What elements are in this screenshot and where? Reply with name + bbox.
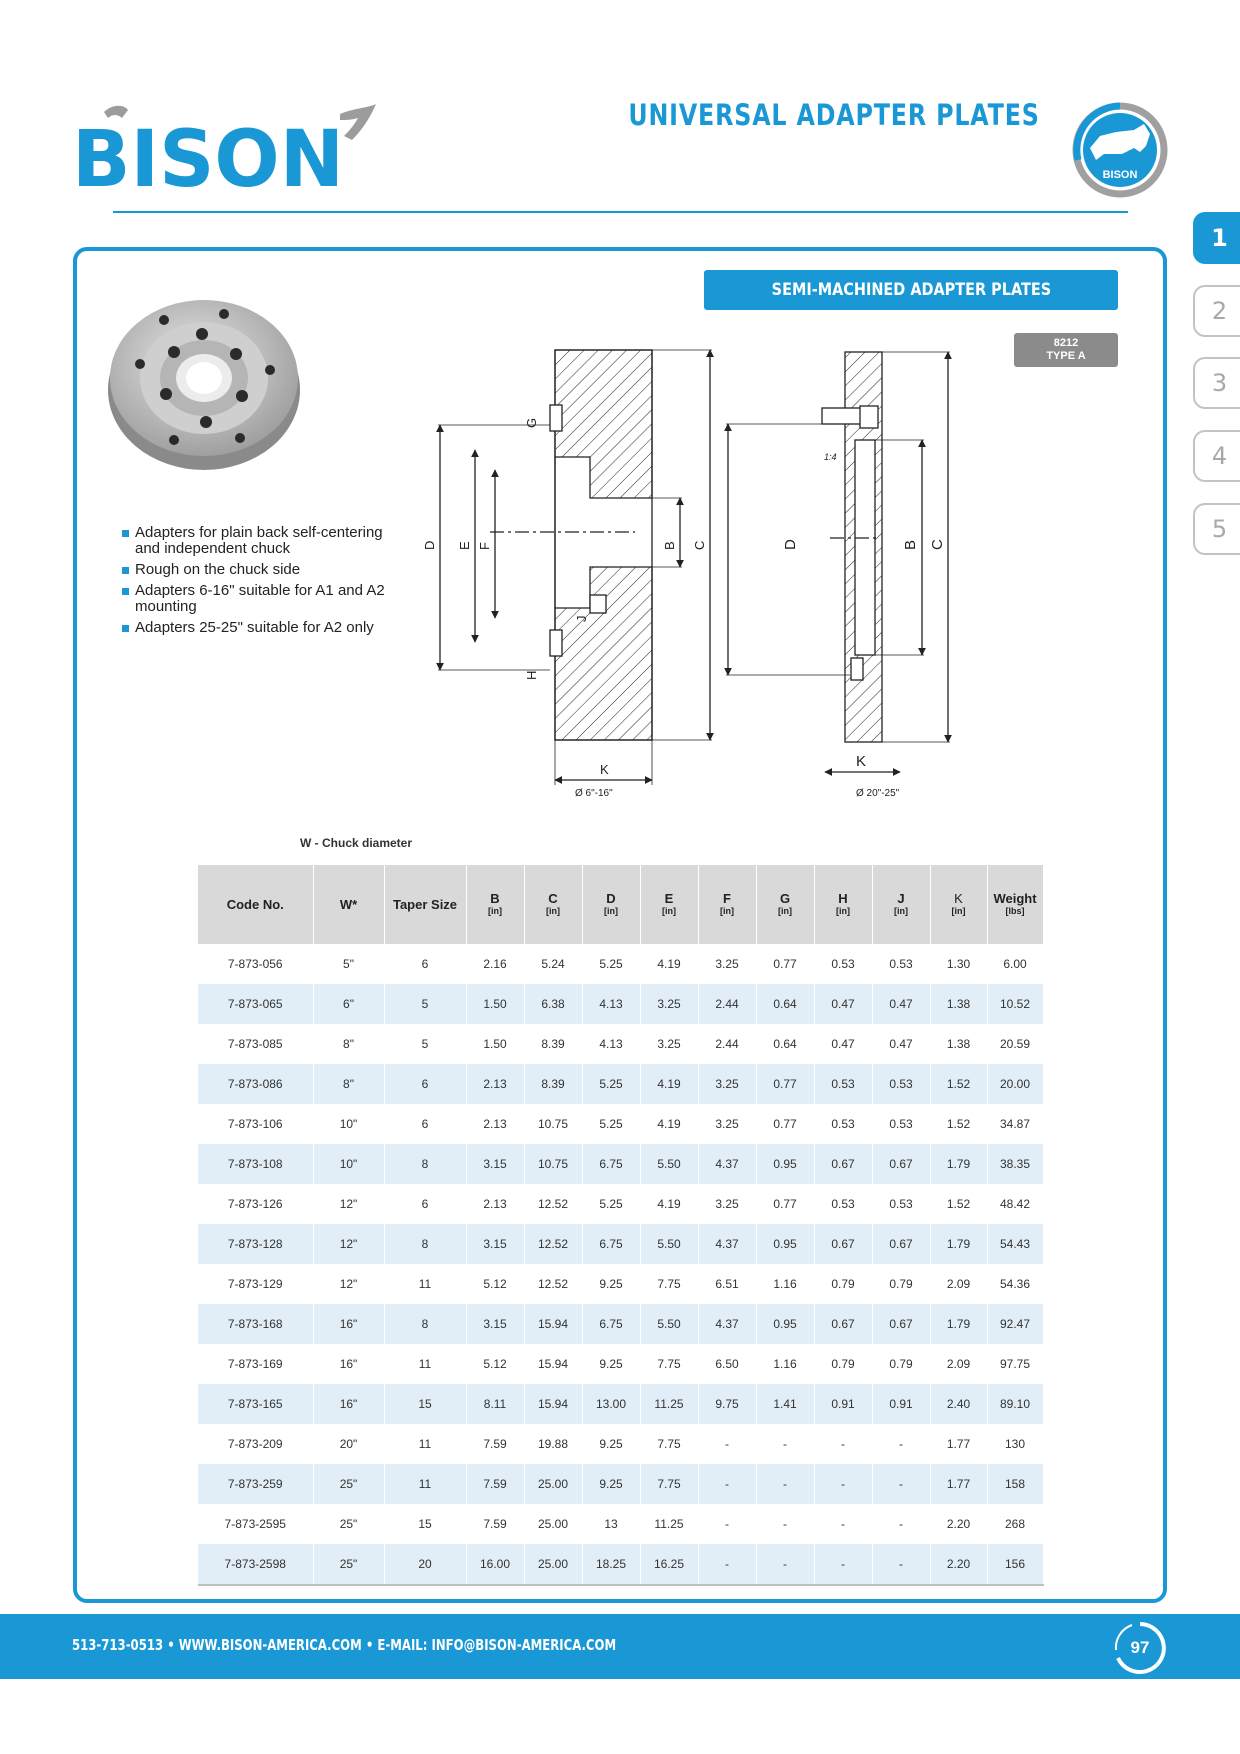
table-cell: - (756, 1544, 814, 1585)
table-cell: 0.91 (872, 1384, 930, 1424)
table-cell: 1.79 (930, 1224, 987, 1264)
table-cell: 0.53 (872, 1104, 930, 1144)
table-cell: 25" (313, 1504, 384, 1544)
table-cell: 15 (384, 1384, 466, 1424)
table-cell: 6 (384, 1104, 466, 1144)
table-cell: 9.25 (582, 1344, 640, 1384)
table-cell: 0.67 (872, 1224, 930, 1264)
table-cell: 3.15 (466, 1224, 524, 1264)
table-cell: 12" (313, 1184, 384, 1224)
table-row (198, 1264, 1043, 1304)
table-cell: 6.50 (698, 1344, 756, 1384)
table-cell: 5.25 (582, 1064, 640, 1104)
table-cell: - (814, 1424, 872, 1464)
table-cell: 2.13 (466, 1184, 524, 1224)
table-cell: 11 (384, 1464, 466, 1504)
table-cell: 54.36 (987, 1264, 1043, 1304)
table-cell: 12.52 (524, 1264, 582, 1304)
svg-text:Ø 20"-25": Ø 20"-25" (856, 788, 900, 799)
table-cell: 54.43 (987, 1224, 1043, 1264)
feature-item: Adapters for plain back self-centering and independent chuck (120, 525, 400, 557)
table-cell: - (872, 1424, 930, 1464)
table-cell: - (698, 1544, 756, 1585)
table-cell: 1.30 (930, 944, 987, 984)
table-cell: 3.15 (466, 1144, 524, 1184)
table-cell: 1.50 (466, 984, 524, 1024)
svg-text:J: J (574, 615, 589, 622)
table-cell: 16" (313, 1384, 384, 1424)
table-cell: 7.75 (640, 1424, 698, 1464)
svg-text:C: C (692, 540, 707, 550)
table-cell: 0.64 (756, 984, 814, 1024)
table-cell: 7-873-085 (198, 1024, 313, 1064)
table-cell: 5.25 (582, 1184, 640, 1224)
table-cell: 4.19 (640, 1184, 698, 1224)
table-header-row (198, 865, 1043, 944)
table-cell: 2.20 (930, 1504, 987, 1544)
table-cell: - (872, 1464, 930, 1504)
header-g: G [in] (756, 865, 814, 944)
table-cell: 1.16 (756, 1344, 814, 1384)
table-cell: 0.77 (756, 1064, 814, 1104)
table-cell: 8 (384, 1224, 466, 1264)
table-cell: 5" (313, 944, 384, 984)
table-cell: 5 (384, 1024, 466, 1064)
table-cell: 48.42 (987, 1184, 1043, 1224)
table-cell: 20" (313, 1424, 384, 1464)
table-cell: 11.25 (640, 1504, 698, 1544)
table-cell: 3.25 (698, 1064, 756, 1104)
table-cell: 8 (384, 1304, 466, 1344)
table-cell: 1.50 (466, 1024, 524, 1064)
table-cell: 2.09 (930, 1344, 987, 1384)
table-cell: 2.13 (466, 1064, 524, 1104)
table-cell: 0.67 (814, 1144, 872, 1184)
type-badge (1014, 333, 1118, 367)
table-cell: 5.12 (466, 1344, 524, 1384)
table-cell: 11 (384, 1424, 466, 1464)
table-row (198, 1064, 1043, 1104)
table-cell: 8" (313, 1024, 384, 1064)
table-cell: 5.25 (582, 1104, 640, 1144)
table-cell: 6 (384, 944, 466, 984)
table-cell: 0.91 (814, 1384, 872, 1424)
svg-text:B: B (902, 539, 919, 550)
table-cell: 7-873-106 (198, 1104, 313, 1144)
table-cell: 9.25 (582, 1424, 640, 1464)
table-cell: - (698, 1424, 756, 1464)
table-cell: 268 (987, 1504, 1043, 1544)
table-cell: 15.94 (524, 1304, 582, 1344)
header-b: B [in] (466, 865, 524, 944)
table-cell: 4.37 (698, 1224, 756, 1264)
table-cell: 15.94 (524, 1344, 582, 1384)
table-cell: 1.77 (930, 1464, 987, 1504)
table-cell: 25" (313, 1544, 384, 1585)
table-cell: 25.00 (524, 1544, 582, 1585)
table-cell: 0.77 (756, 944, 814, 984)
table-cell: 1.38 (930, 1024, 987, 1064)
table-cell: 0.64 (756, 1024, 814, 1064)
svg-text:H: H (524, 670, 539, 680)
table-cell: 8.39 (524, 1024, 582, 1064)
table-cell: 5.50 (640, 1224, 698, 1264)
table-cell: 0.79 (872, 1264, 930, 1304)
table-cell: 12" (313, 1264, 384, 1304)
table-cell: 4.19 (640, 1064, 698, 1104)
table-cell: 158 (987, 1464, 1043, 1504)
table-cell: 7-873-126 (198, 1184, 313, 1224)
table-cell: 7.59 (466, 1504, 524, 1544)
table-row (198, 1024, 1043, 1064)
svg-text:F: F (477, 542, 492, 550)
table-cell: 16" (313, 1304, 384, 1344)
feature-item: Adapters 6-16" suitable for A1 and A2 mounting (120, 583, 400, 615)
table-cell: 0.47 (872, 1024, 930, 1064)
table-cell: 13.00 (582, 1384, 640, 1424)
table-cell: 0.95 (756, 1144, 814, 1184)
table-cell: 0.95 (756, 1224, 814, 1264)
table-cell: 3.25 (640, 984, 698, 1024)
table-cell: - (756, 1464, 814, 1504)
table-cell: 11 (384, 1344, 466, 1384)
table-cell: 15.94 (524, 1384, 582, 1424)
table-cell: 4.13 (582, 1024, 640, 1064)
table-cell: - (756, 1424, 814, 1464)
table-row (198, 944, 1043, 984)
table-note: W - Chuck diameter (300, 836, 413, 850)
table-cell: 6 (384, 1184, 466, 1224)
bison-badge-icon (1070, 100, 1170, 200)
table-cell: 1.52 (930, 1064, 987, 1104)
table-row (198, 1544, 1043, 1585)
side-tab-4[interactable]: 4 (1193, 430, 1240, 482)
table-cell: 4.19 (640, 1104, 698, 1144)
table-cell: 0.53 (814, 1104, 872, 1144)
svg-text:B: B (662, 541, 677, 550)
table-cell: 7-873-259 (198, 1464, 313, 1504)
table-cell: 19.88 (524, 1424, 582, 1464)
table-cell: 7-873-086 (198, 1064, 313, 1104)
table-cell: - (756, 1504, 814, 1544)
table-cell: 0.53 (814, 944, 872, 984)
table-cell: 1.38 (930, 984, 987, 1024)
table-cell: 20.59 (987, 1024, 1043, 1064)
table-cell: 10" (313, 1104, 384, 1144)
table-row (198, 1184, 1043, 1224)
feature-item: Adapters 25-25" suitable for A2 only (120, 620, 400, 636)
svg-text:BISON: BISON (1102, 169, 1138, 181)
feature-item: Rough on the chuck side (120, 562, 400, 578)
table-cell: 2.20 (930, 1544, 987, 1585)
svg-text:C: C (929, 539, 946, 550)
table-row (198, 1344, 1043, 1384)
table-body (198, 944, 1043, 1585)
table-cell: 1.41 (756, 1384, 814, 1424)
table-cell: 10.52 (987, 984, 1043, 1024)
technical-drawing (410, 340, 980, 810)
table-cell: 0.47 (814, 1024, 872, 1064)
table-cell: 2.09 (930, 1264, 987, 1304)
table-cell: 3.25 (698, 1104, 756, 1144)
svg-text:D: D (782, 539, 799, 550)
page-number: 97 (1130, 1638, 1150, 1657)
table-cell: 3.25 (698, 1184, 756, 1224)
table-cell: 6 (384, 1064, 466, 1104)
table-cell: 156 (987, 1544, 1043, 1585)
table-row (198, 1144, 1043, 1184)
table-cell: 7-873-056 (198, 944, 313, 984)
type-code: 8212 (1053, 337, 1079, 349)
table-cell: 0.53 (814, 1064, 872, 1104)
table-cell: 0.67 (872, 1144, 930, 1184)
table-cell: 10.75 (524, 1104, 582, 1144)
table-cell: 5.24 (524, 944, 582, 984)
svg-text:1:4: 1:4 (824, 452, 837, 462)
table-cell: 1.79 (930, 1304, 987, 1344)
table-cell: 1.77 (930, 1424, 987, 1464)
table-cell: 0.95 (756, 1304, 814, 1344)
table-cell: 7.75 (640, 1344, 698, 1384)
table-cell: 6.75 (582, 1304, 640, 1344)
svg-text:K: K (600, 762, 609, 777)
header-c: C [in] (524, 865, 582, 944)
svg-text:Ø 6"-16": Ø 6"-16" (575, 788, 613, 799)
table-cell: 25.00 (524, 1504, 582, 1544)
table-cell: 0.67 (872, 1304, 930, 1344)
table-cell: 9.25 (582, 1264, 640, 1304)
table-cell: 20 (384, 1544, 466, 1585)
table-cell: 25.00 (524, 1464, 582, 1504)
table-cell: 2.16 (466, 944, 524, 984)
table-cell: 2.13 (466, 1104, 524, 1144)
table-cell: - (814, 1544, 872, 1585)
table-cell: 2.44 (698, 1024, 756, 1064)
table-cell: 7-873-128 (198, 1224, 313, 1264)
bison-logo (72, 104, 382, 194)
table-cell: 18.25 (582, 1544, 640, 1585)
table-cell: 5.25 (582, 944, 640, 984)
table-row (198, 1504, 1043, 1544)
table-cell: 12" (313, 1224, 384, 1264)
table-cell: - (814, 1504, 872, 1544)
side-tab-2[interactable]: 2 (1193, 285, 1240, 337)
table-cell: 7-873-2595 (198, 1504, 313, 1544)
table-cell: 1.16 (756, 1264, 814, 1304)
table-cell: 10" (313, 1144, 384, 1184)
table-cell: 5.50 (640, 1304, 698, 1344)
table-cell: 7.75 (640, 1464, 698, 1504)
table-cell: 5 (384, 984, 466, 1024)
table-cell: 97.75 (987, 1344, 1043, 1384)
table-cell: 10.75 (524, 1144, 582, 1184)
table-cell: 16" (313, 1344, 384, 1384)
table-cell: 7.59 (466, 1464, 524, 1504)
table-cell: 92.47 (987, 1304, 1043, 1344)
header-rule (113, 211, 1128, 213)
table-cell: 7-873-065 (198, 984, 313, 1024)
table-cell: 0.77 (756, 1104, 814, 1144)
table-cell: 6.75 (582, 1144, 640, 1184)
page-title: UNIVERSAL ADAPTER PLATES (628, 98, 1040, 132)
table-cell: 1.79 (930, 1144, 987, 1184)
header-h: H [in] (814, 865, 872, 944)
table-cell: 7-873-209 (198, 1424, 313, 1464)
section-20-25 (726, 352, 950, 772)
side-tab-1[interactable]: 1 (1193, 212, 1240, 264)
table-cell: 4.13 (582, 984, 640, 1024)
table-cell: 1.52 (930, 1104, 987, 1144)
table-row (198, 1224, 1043, 1264)
table-cell: 8.11 (466, 1384, 524, 1424)
table-cell: - (872, 1504, 930, 1544)
header-e: E [in] (640, 865, 698, 944)
header-f: F [in] (698, 865, 756, 944)
table-cell: 8 (384, 1144, 466, 1184)
table-cell: 0.53 (814, 1184, 872, 1224)
table-cell: 20.00 (987, 1064, 1043, 1104)
table-cell: 3.15 (466, 1304, 524, 1344)
side-tab-3[interactable]: 3 (1193, 357, 1240, 409)
table-cell: 0.79 (814, 1264, 872, 1304)
header-j: J [in] (872, 865, 930, 944)
svg-text:G: G (524, 417, 539, 428)
table-cell: 9.75 (698, 1384, 756, 1424)
table-cell: 0.53 (872, 944, 930, 984)
footer-contact: 513-713-0513 • WWW.BISON-AMERICA.COM • E-MAIL: INFO@BISON-AMERICA.COM (72, 1636, 617, 1654)
table-cell: - (698, 1464, 756, 1504)
table-row (198, 1464, 1043, 1504)
table-cell: 7.75 (640, 1264, 698, 1304)
table-cell: 25" (313, 1464, 384, 1504)
svg-text:K: K (856, 753, 867, 770)
table-cell: 89.10 (987, 1384, 1043, 1424)
table-row (198, 1384, 1043, 1424)
table-cell: 0.67 (814, 1304, 872, 1344)
table-cell: 8.39 (524, 1064, 582, 1104)
table-cell: 6.00 (987, 944, 1043, 984)
table-cell: 4.19 (640, 944, 698, 984)
table-cell: - (698, 1504, 756, 1544)
table-cell: 0.79 (872, 1344, 930, 1384)
table-cell: 11 (384, 1264, 466, 1304)
table-cell: 13 (582, 1504, 640, 1544)
table-cell: 7-873-2598 (198, 1544, 313, 1585)
table-cell: 0.53 (872, 1064, 930, 1104)
table-cell: 38.35 (987, 1144, 1043, 1184)
table-cell: 11.25 (640, 1384, 698, 1424)
table-cell: 0.53 (872, 1184, 930, 1224)
table-cell: 15 (384, 1504, 466, 1544)
table-cell: 6" (313, 984, 384, 1024)
adapter-plate-photo (104, 290, 304, 472)
header-w: W* (313, 865, 384, 944)
table-cell: 5.50 (640, 1144, 698, 1184)
svg-text:E: E (457, 541, 472, 550)
table-cell: 6.75 (582, 1224, 640, 1264)
section-6-16 (438, 350, 712, 785)
table-cell: 0.47 (814, 984, 872, 1024)
table-cell: 34.87 (987, 1104, 1043, 1144)
table-cell: 4.37 (698, 1304, 756, 1344)
table-row (198, 1304, 1043, 1344)
table-cell: 4.37 (698, 1144, 756, 1184)
table-cell: 7-873-129 (198, 1264, 313, 1304)
table-cell: 7-873-165 (198, 1384, 313, 1424)
table-cell: 3.25 (640, 1024, 698, 1064)
table-cell: - (814, 1464, 872, 1504)
adapter-plate-table (198, 865, 1044, 1586)
table-cell: 2.44 (698, 984, 756, 1024)
type-label: TYPE A (1046, 350, 1086, 362)
table-cell: 7-873-108 (198, 1144, 313, 1184)
table-cell: - (872, 1544, 930, 1585)
section-banner: SEMI-MACHINED ADAPTER PLATES (704, 270, 1118, 310)
feature-list (120, 525, 400, 641)
table-cell: 16.25 (640, 1544, 698, 1585)
table-cell: 8" (313, 1064, 384, 1104)
side-tab-5[interactable]: 5 (1193, 503, 1240, 555)
table-cell: 6.38 (524, 984, 582, 1024)
table-cell: 7-873-169 (198, 1344, 313, 1384)
svg-text:D: D (422, 540, 437, 550)
table-row (198, 984, 1043, 1024)
table-cell: 12.52 (524, 1224, 582, 1264)
table-cell: 9.25 (582, 1464, 640, 1504)
table-cell: 130 (987, 1424, 1043, 1464)
table-cell: 0.67 (814, 1224, 872, 1264)
table-cell: 7.59 (466, 1424, 524, 1464)
table-cell: 12.52 (524, 1184, 582, 1224)
table-row (198, 1104, 1043, 1144)
table-cell: 6.51 (698, 1264, 756, 1304)
table-cell: 5.12 (466, 1264, 524, 1304)
table-cell: 0.47 (872, 984, 930, 1024)
table-cell: 16.00 (466, 1544, 524, 1585)
header-d: D [in] (582, 865, 640, 944)
table-row (198, 1424, 1043, 1464)
header-taper: Taper Size (384, 865, 466, 944)
logo-text: BISON (72, 115, 344, 194)
table-cell: 0.77 (756, 1184, 814, 1224)
table-cell: 7-873-168 (198, 1304, 313, 1344)
header-k: K [in] (930, 865, 987, 944)
table-cell: 3.25 (698, 944, 756, 984)
table-cell: 0.79 (814, 1344, 872, 1384)
table-cell: 1.52 (930, 1184, 987, 1224)
header-weight: Weight [lbs] (987, 865, 1043, 944)
header-code: Code No. (198, 865, 313, 944)
table-cell: 2.40 (930, 1384, 987, 1424)
